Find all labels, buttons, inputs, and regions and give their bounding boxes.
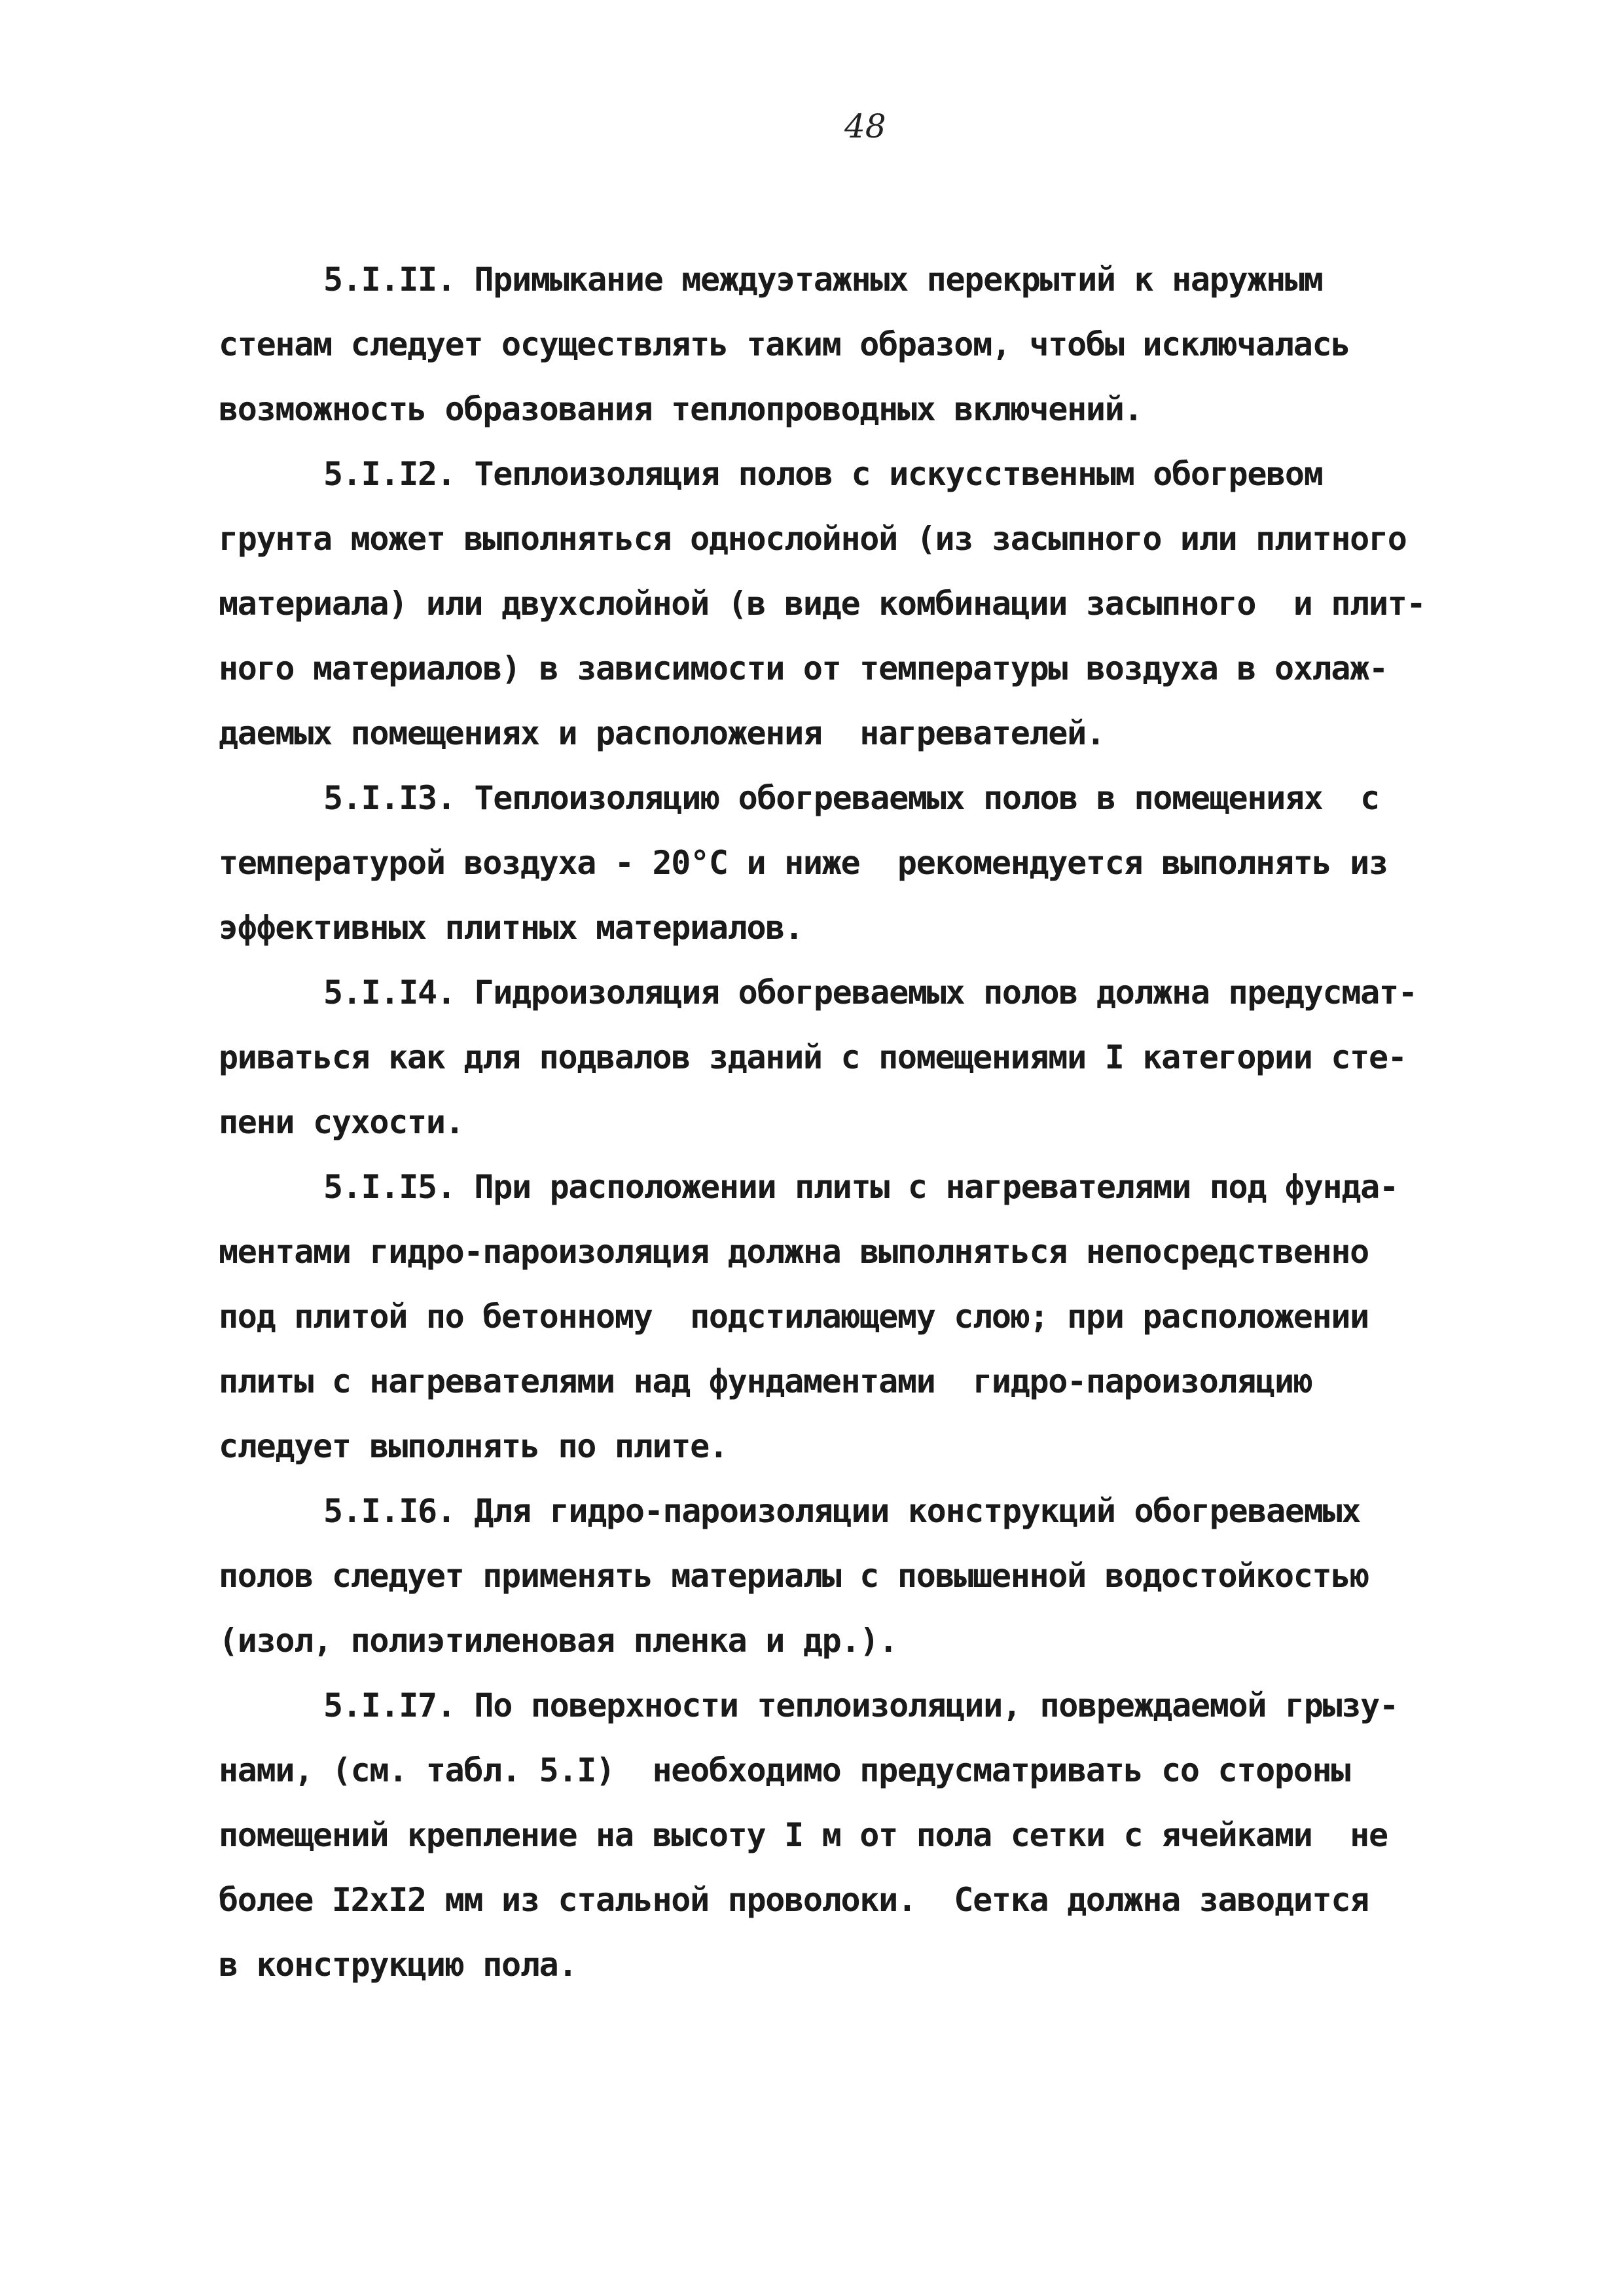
paragraph-line: возможность образования теплопроводных включений. (219, 390, 1143, 428)
paragraph-line: эффективных плитных материалов. (219, 909, 803, 947)
paragraph-5-1-16 (219, 1479, 1515, 1673)
paragraph-line: 5.I.II. Примыкание междуэтажных перекрытий к наружным (323, 261, 1323, 299)
paragraph-line: под плитой по бетонному подстилающему слою; при расположении (219, 1298, 1369, 1336)
paragraph-line: 5.I.I5. При расположении плиты с нагревателями под фунда- (323, 1168, 1398, 1206)
paragraph-line: нами, (см. табл. 5.I) необходимо предусматривать со стороны (219, 1751, 1350, 1789)
paragraph-line: пени сухости. (219, 1103, 464, 1141)
paragraph-line: даемых помещениях и расположения нагревателей. (219, 714, 1105, 752)
paragraph-5-1-12 (219, 442, 1515, 766)
paragraph-line: более I2хI2 мм из стальной проволоки. Сетка должна заводится (219, 1881, 1369, 1919)
paragraph-line: температурой воздуха - 20°С и ниже рекомендуется выполнять из (219, 844, 1388, 882)
paragraph-5-1-14 (219, 960, 1515, 1155)
paragraph-line: 5.I.I4. Гидроизоляция обогреваемых полов должна предусмат- (323, 974, 1417, 1011)
paragraph-line: 5.I.I2. Теплоизоляция полов с искусственным обогревом (323, 455, 1323, 493)
paragraph-line: полов следует применять материалы с повышенной водостойкостью (219, 1557, 1369, 1595)
page-number: 48 (844, 107, 886, 145)
paragraph-line: материала) или двухслойной (в виде комбинации засыпного и плит- (219, 585, 1426, 623)
paragraph-line: 5.I.I7. По поверхности теплоизоляции, повреждаемой грызу- (323, 1686, 1398, 1724)
paragraph-line: помещений крепление на высоту I м от пола сетки с ячейками не (219, 1816, 1388, 1854)
paragraph-line: грунта может выполняться однослойной (из засыпного или плитного (219, 520, 1407, 558)
document-body (219, 247, 1515, 1997)
paragraph-line: 5.I.I3. Теплоизоляцию обогреваемых полов в помещениях с (323, 779, 1379, 817)
paragraph-line: ного материалов) в зависимости от температуры воздуха в охлаж- (219, 649, 1388, 687)
paragraph-line: следует выполнять по плите. (219, 1427, 728, 1465)
paragraph-line: (изол, полиэтиленовая пленка и др.). (219, 1622, 897, 1660)
paragraph-line: риваться как для подвалов зданий с помещениями I категории сте- (219, 1038, 1407, 1076)
paragraph-5-1-11 (219, 247, 1515, 442)
paragraph-5-1-15 (219, 1155, 1515, 1479)
paragraph-line: плиты с нагревателями над фундаментами гидро-пароизоляцию (219, 1362, 1312, 1400)
paragraph-line: 5.I.I6. Для гидро-пароизоляции конструкций обогреваемых (323, 1492, 1361, 1530)
paragraph-5-1-17 (219, 1673, 1515, 1997)
paragraph-line: ментами гидро-пароизоляция должна выполняться непосредственно (219, 1233, 1369, 1271)
paragraph-line: в конструкцию пола. (219, 1946, 577, 1984)
paragraph-5-1-13 (219, 766, 1515, 960)
paragraph-line: стенам следует осуществлять таким образом, чтобы исключалась (219, 325, 1350, 363)
